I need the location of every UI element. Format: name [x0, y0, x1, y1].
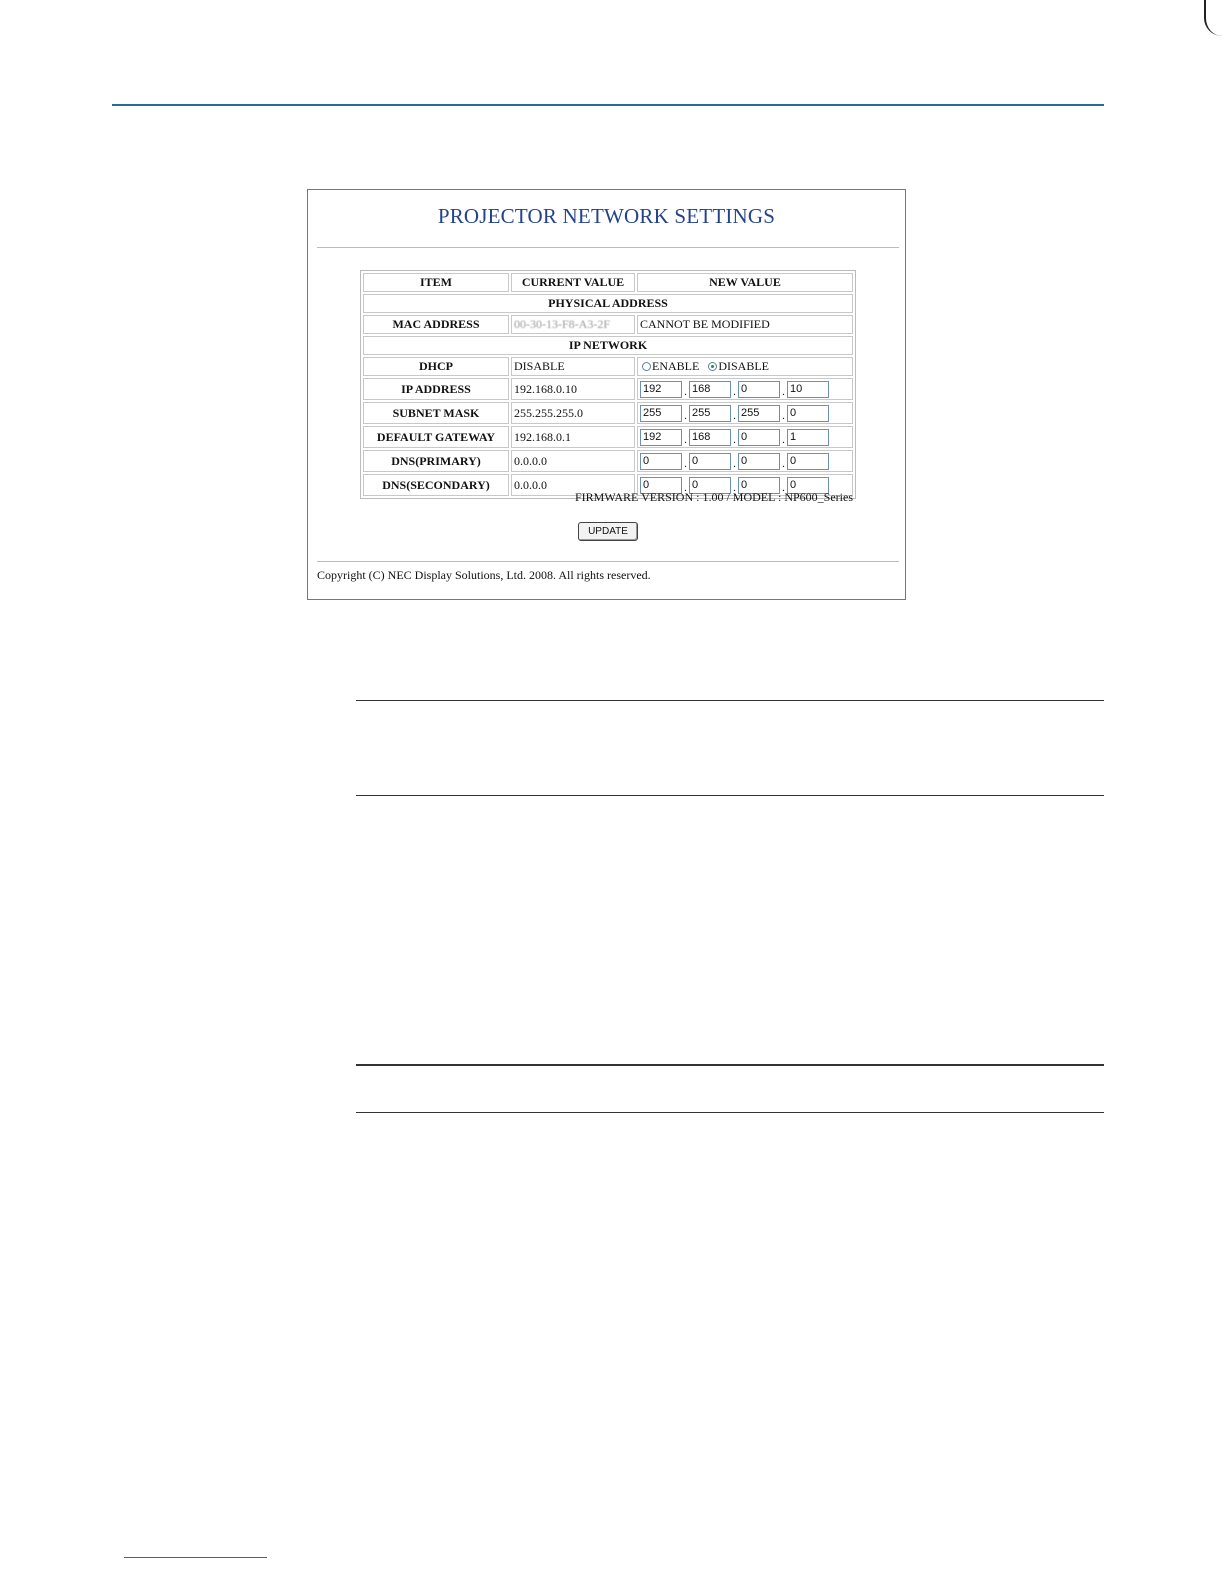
subnet-mask-label: SUBNET MASK — [363, 402, 509, 424]
note2-rule-bottom — [356, 1112, 1104, 1113]
table-header-row — [363, 273, 853, 292]
default-gateway-current: 192.168.0.1 — [511, 426, 635, 448]
dns-primary-current: 0.0.0.0 — [511, 450, 635, 472]
dns-secondary-label: DNS(SECONDARY) — [363, 474, 509, 496]
ip-address-octet-3[interactable]: 0 — [738, 381, 780, 398]
dns-secondary-octet-4[interactable]: 0 — [787, 477, 829, 494]
section-ip-network: IP NETWORK — [363, 336, 853, 355]
footer-rule — [124, 1557, 267, 1558]
copyright-text: Copyright (C) NEC Display Solutions, Ltd. 2008. All rights reserved. — [317, 568, 651, 582]
subnet-mask-current: 255.255.255.0 — [511, 402, 635, 424]
default-gateway-octet-2[interactable]: 168 — [689, 429, 731, 446]
update-button[interactable]: UPDATE — [578, 522, 638, 541]
header-item: ITEM — [363, 273, 509, 292]
network-settings-screenshot — [307, 189, 906, 600]
ip-address-octet-2[interactable]: 168 — [689, 381, 731, 398]
ip-address-label: IP ADDRESS — [363, 378, 509, 400]
default-gateway-label: DEFAULT GATEWAY — [363, 426, 509, 448]
subnet-mask-octet-4[interactable]: 0 — [787, 405, 829, 422]
dns-secondary-octet-1[interactable]: 0 — [640, 477, 682, 494]
settings-table — [360, 270, 856, 499]
dns-primary-octet-2[interactable]: 0 — [689, 453, 731, 470]
page-edge-decoration — [1204, 0, 1224, 36]
ip-address-octet-1[interactable]: 192 — [640, 381, 682, 398]
table-row: DNS(PRIMARY) 0.0.0.0 0 . 0 . 0 . 0 — [363, 450, 853, 472]
subnet-mask-octet-3[interactable]: 255 — [738, 405, 780, 422]
header-new-value: NEW VALUE — [637, 273, 853, 292]
dns-primary-octet-3[interactable]: 0 — [738, 453, 780, 470]
firmware-version-text: FIRMWARE VERSION : 1.00 / MODEL : NP600_Series — [574, 490, 853, 504]
table-row: DEFAULT GATEWAY 192.168.0.1 192 . 168 . 0 . 1 — [363, 426, 853, 448]
ip-address-octet-4[interactable]: 10 — [787, 381, 829, 398]
mac-address-value: 00-30-13-F8-A3-2F — [514, 317, 610, 331]
table-row: SUBNET MASK 255.255.255.0 255 . 255 . 255 . 0 — [363, 402, 853, 424]
mac-address-label: MAC ADDRESS — [363, 315, 509, 334]
dns-primary-octet-1[interactable]: 0 — [640, 453, 682, 470]
note-rule-bottom — [356, 795, 1104, 796]
table-row — [363, 357, 853, 376]
default-gateway-octet-1[interactable]: 192 — [640, 429, 682, 446]
dhcp-disable-radio[interactable] — [708, 362, 717, 371]
footer-divider — [317, 561, 899, 562]
table-row: IP ADDRESS 192.168.0.10 192 . 168 . 0 . 10 — [363, 378, 853, 400]
dhcp-current-value: DISABLE — [511, 357, 635, 376]
dhcp-label: DHCP — [363, 357, 509, 376]
header-current-value: CURRENT VALUE — [511, 273, 635, 292]
page-title: PROJECTOR NETWORK SETTINGS — [437, 204, 776, 228]
default-gateway-octet-4[interactable]: 1 — [787, 429, 829, 446]
dns-primary-label: DNS(PRIMARY) — [363, 450, 509, 472]
note-rule-top — [356, 700, 1104, 701]
dns-secondary-octet-2[interactable]: 0 — [689, 477, 731, 494]
dns-secondary-current: 0.0.0.0 — [511, 474, 635, 496]
dns-secondary-octet-3[interactable]: 0 — [738, 477, 780, 494]
dhcp-disable-label[interactable]: DISABLE — [718, 359, 769, 374]
subnet-mask-octet-1[interactable]: 255 — [640, 405, 682, 422]
default-gateway-octet-3[interactable]: 0 — [738, 429, 780, 446]
page-header-rule — [112, 104, 1104, 106]
table-row — [363, 315, 853, 334]
dhcp-enable-radio[interactable] — [642, 362, 651, 371]
ip-address-current: 192.168.0.10 — [511, 378, 635, 400]
section-physical-address: PHYSICAL ADDRESS — [363, 294, 853, 313]
subnet-mask-octet-2[interactable]: 255 — [689, 405, 731, 422]
note2-rule-top — [356, 1064, 1104, 1066]
dns-primary-octet-4[interactable]: 0 — [787, 453, 829, 470]
title-divider — [317, 247, 899, 248]
dhcp-enable-label[interactable]: ENABLE — [652, 359, 700, 374]
mac-address-note: CANNOT BE MODIFIED — [637, 315, 853, 334]
table-row: DNS(SECONDARY) 0.0.0.0 0 . 0 . 0 . 0 — [363, 474, 853, 496]
